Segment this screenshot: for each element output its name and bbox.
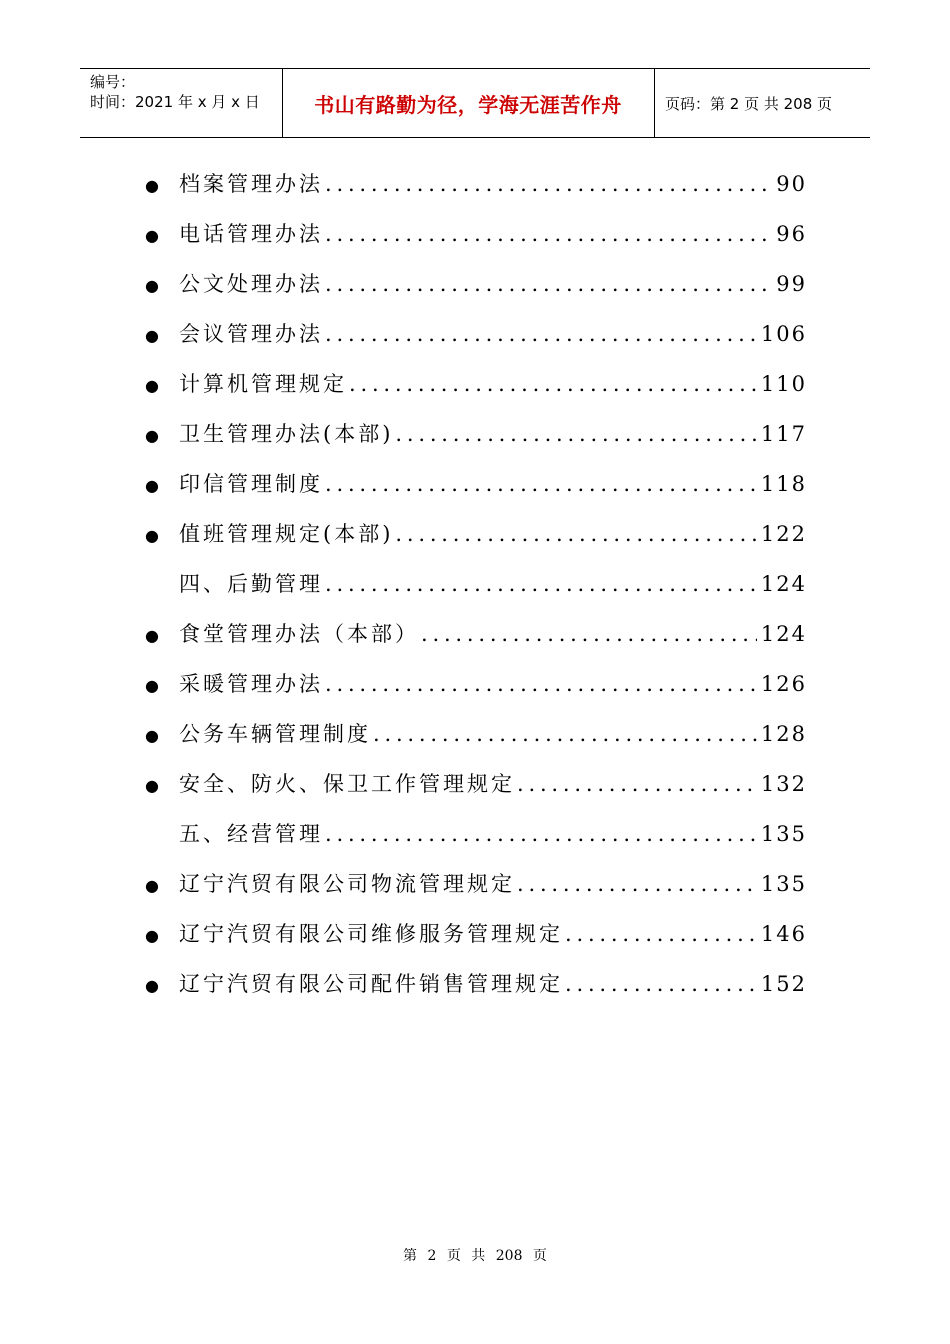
toc-leader-dots — [421, 614, 757, 654]
bullet-icon: ● — [145, 326, 159, 345]
toc-entry[interactable] — [145, 814, 807, 864]
toc-entry[interactable] — [145, 614, 807, 664]
toc-entry-page-number: 132 — [760, 772, 807, 796]
page-footer: 第 2 页 共 208 页 — [403, 1248, 547, 1264]
toc-entry-page-number: 126 — [760, 672, 807, 696]
toc-entry[interactable] — [145, 514, 807, 564]
toc-entry-page-number: 110 — [760, 372, 807, 396]
toc-entry-page-number: 106 — [760, 322, 807, 346]
toc-entry[interactable] — [145, 664, 807, 714]
toc-leader-dots — [565, 914, 757, 954]
bullet-icon: ● — [145, 176, 159, 195]
toc-leader-dots — [325, 264, 772, 304]
header-meta-cell — [80, 69, 283, 137]
toc-entry[interactable] — [145, 964, 807, 1014]
toc-entry[interactable] — [145, 214, 807, 264]
toc-leader-dots — [325, 214, 772, 254]
toc-entry-title: 档案管理办法 — [179, 172, 323, 196]
toc-entry[interactable] — [145, 164, 807, 214]
toc-leader-dots — [325, 164, 772, 204]
toc-entry-title: 公文处理办法 — [179, 272, 323, 296]
toc-entry-page-number: 124 — [760, 572, 807, 596]
page-header — [80, 68, 870, 138]
bullet-icon: ● — [145, 676, 159, 695]
toc-entry-page-number: 117 — [760, 422, 807, 446]
header-motto-cell — [282, 69, 655, 137]
toc-entry[interactable] — [145, 914, 807, 964]
toc-entry-title: 电话管理办法 — [179, 222, 323, 246]
bullet-icon: ● — [145, 526, 159, 545]
toc-entry-title: 五、经营管理 — [179, 822, 323, 846]
toc-leader-dots — [325, 814, 757, 854]
toc-leader-dots — [395, 414, 757, 454]
toc-entry-page-number: 146 — [760, 922, 807, 946]
document-number-label: 编号： — [90, 73, 136, 91]
toc-entry-title: 食堂管理办法（本部） — [179, 622, 419, 646]
toc-leader-dots — [395, 514, 757, 554]
bullet-icon: ● — [145, 726, 159, 745]
header-page-info: 页码：第 2 页 共 208 页 — [665, 94, 833, 113]
bullet-icon: ● — [145, 276, 159, 295]
toc-entry-page-number: 152 — [760, 972, 807, 996]
toc-entry[interactable] — [145, 464, 807, 514]
bullet-icon: ● — [145, 626, 159, 645]
toc-leader-dots — [349, 364, 757, 404]
toc-leader-dots — [325, 314, 757, 354]
toc-entry-title: 会议管理办法 — [179, 322, 323, 346]
toc-entry[interactable] — [145, 264, 807, 314]
table-of-contents — [145, 164, 807, 1014]
header-page-info-cell — [655, 69, 870, 137]
bullet-icon: ● — [145, 476, 159, 495]
toc-entry[interactable] — [145, 864, 807, 914]
toc-leader-dots — [325, 464, 757, 504]
toc-entry-title: 值班管理规定(本部) — [179, 522, 394, 546]
toc-entry-title: 印信管理制度 — [179, 472, 323, 496]
toc-leader-dots — [325, 564, 757, 604]
bullet-icon: ● — [145, 376, 159, 395]
toc-entry[interactable] — [145, 564, 807, 614]
toc-entry-title: 辽宁汽贸有限公司维修服务管理规定 — [179, 922, 563, 946]
toc-entry-title: 采暖管理办法 — [179, 672, 323, 696]
bullet-icon: ● — [145, 976, 159, 995]
toc-entry-page-number: 99 — [776, 272, 807, 296]
toc-entry-title: 辽宁汽贸有限公司物流管理规定 — [179, 872, 515, 896]
toc-leader-dots — [373, 714, 757, 754]
toc-entry-page-number: 124 — [760, 622, 807, 646]
toc-entry-page-number: 128 — [760, 722, 807, 746]
toc-leader-dots — [325, 664, 757, 704]
bullet-icon: ● — [145, 876, 159, 895]
toc-leader-dots — [565, 964, 757, 1004]
toc-entry-page-number: 90 — [776, 172, 807, 196]
toc-leader-dots — [517, 764, 757, 804]
document-date-label: 时间：2021 年 x 月 x 日 — [90, 93, 260, 111]
toc-entry-page-number: 96 — [776, 222, 807, 246]
bullet-icon: ● — [145, 226, 159, 245]
toc-entry-title: 公务车辆管理制度 — [179, 722, 371, 746]
toc-entry[interactable] — [145, 714, 807, 764]
toc-entry[interactable] — [145, 414, 807, 464]
toc-entry-title: 安全、防火、保卫工作管理规定 — [179, 772, 515, 796]
toc-entry-title: 卫生管理办法(本部) — [179, 422, 394, 446]
toc-entry-page-number: 118 — [760, 472, 807, 496]
bullet-icon: ● — [145, 776, 159, 795]
toc-entry-title: 辽宁汽贸有限公司配件销售管理规定 — [179, 972, 563, 996]
bullet-icon: ● — [145, 426, 159, 445]
toc-entry[interactable] — [145, 314, 807, 364]
toc-entry[interactable] — [145, 364, 807, 414]
toc-entry-title: 计算机管理规定 — [179, 372, 347, 396]
header-motto: 书山有路勤为径，学海无涯苦作舟 — [314, 92, 622, 117]
toc-entry[interactable] — [145, 764, 807, 814]
toc-entry-page-number: 135 — [760, 822, 807, 846]
toc-entry-page-number: 135 — [760, 872, 807, 896]
toc-entry-title: 四、后勤管理 — [179, 572, 323, 596]
toc-leader-dots — [517, 864, 757, 904]
toc-entry-page-number: 122 — [760, 522, 807, 546]
bullet-icon: ● — [145, 926, 159, 945]
